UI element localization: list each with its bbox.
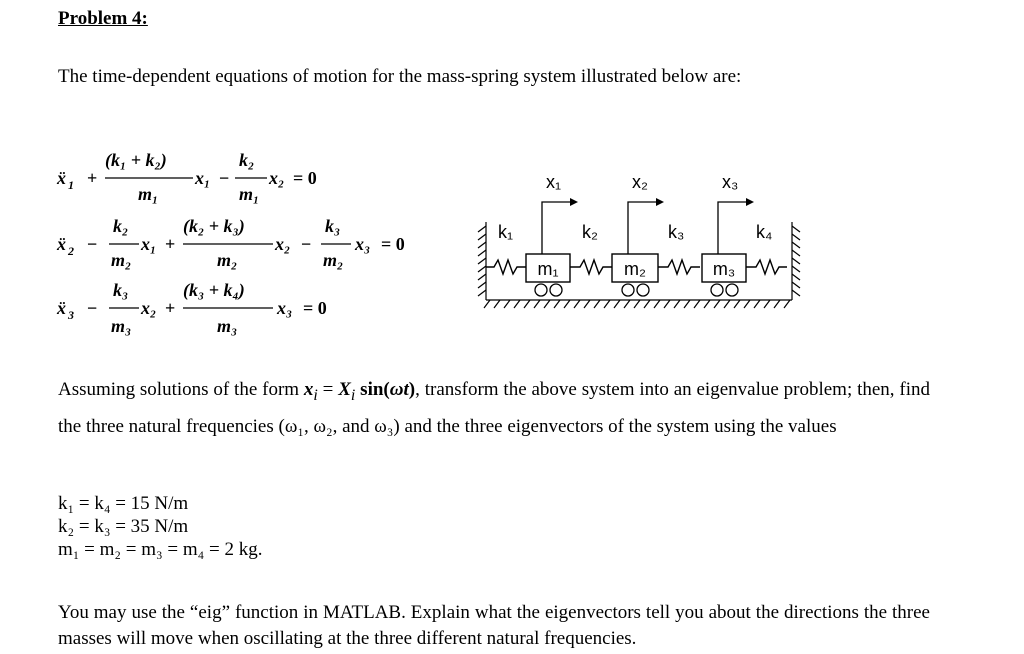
- wheel-m2-b: [637, 284, 649, 296]
- eq3-x1: x₂: [141, 298, 157, 318]
- wheel-m3-a: [711, 284, 723, 296]
- displacement-x3-label: x₃: [722, 172, 739, 192]
- wheel-m1-a: [535, 284, 547, 296]
- eq1-plus: +: [87, 168, 98, 188]
- arrowhead-x2: [656, 198, 664, 206]
- arrow-x1: [542, 202, 570, 254]
- arrow-x3: [718, 202, 746, 254]
- spring-k3-label: k₃: [668, 222, 685, 242]
- eq1-rhs: = 0: [293, 168, 317, 188]
- spring-k4: [746, 260, 787, 274]
- displacement-x2-label: x₂: [632, 172, 648, 192]
- intro-text: The time-dependent equations of motion for the mass-spring system illustrated below are:: [58, 66, 742, 87]
- equation-3: [56, 280, 327, 336]
- wheel-m1-b: [550, 284, 562, 296]
- eq3-xddot: ẍ: [57, 298, 66, 318]
- eq2-minus1: −: [87, 234, 98, 254]
- diagram-svg: [470, 160, 810, 330]
- eq2-den2: m₂: [217, 250, 238, 270]
- mass-spring-diagram: [470, 160, 810, 330]
- spring-k2: [570, 260, 612, 274]
- spring-k2-label: k₂: [582, 222, 598, 242]
- eq2-rhs: = 0: [381, 234, 405, 254]
- spring-k4-label: k₄: [756, 222, 773, 242]
- arrowhead-x3: [746, 198, 754, 206]
- mass-m2-label: m₂: [624, 259, 646, 279]
- eq2-x3: x₃: [355, 234, 371, 254]
- value-line-masses: m₁ = m₂ = m₃ = m₄ = 2 kg.: [58, 539, 263, 560]
- wheel-m3-b: [726, 284, 738, 296]
- eq2-xddot: ẍ: [57, 234, 66, 254]
- equation-2: [56, 216, 405, 270]
- closing-paragraph: You may use the “eig” function in MATLAB. Explain what the eigenvectors tell you about the directions the three masses will move when oscillating at the three different natural frequencies.: [58, 602, 930, 649]
- eq2-minus2: −: [301, 234, 312, 254]
- solution-formula: $x_i = X_i$ sin(ωt): [303, 379, 416, 404]
- eq2-x2: x₂: [275, 234, 291, 254]
- ground: [484, 300, 792, 308]
- eq1-num1: (k₁ + k₂): [105, 150, 167, 170]
- eq2-den3: m₂: [323, 250, 344, 270]
- paragraph-text-2: , transform the above system into an eigenvalue problem; then, find the three natural frequencies (ω₁, ω₂, and ω₃) and the three eigenvectors of the system using the values: [58, 379, 931, 437]
- spring-k1: [486, 260, 526, 274]
- wheel-m2-a: [622, 284, 634, 296]
- eq3-rhs: = 0: [303, 298, 327, 318]
- eq3-minus1: −: [87, 298, 98, 318]
- mass-m1-label: m₁: [537, 259, 559, 279]
- eq1-minus: −: [219, 168, 230, 188]
- displacement-x1-label: x₁: [546, 172, 562, 192]
- eq3-num1: k₃: [113, 280, 129, 300]
- eq2-den1: m₂: [111, 250, 132, 270]
- value-line-springs-2: k₂ = k₃ = 35 N/m: [58, 516, 189, 537]
- eq1-sub: 1: [68, 178, 74, 192]
- paragraph-text-1: Assuming solutions of the form: [58, 379, 304, 400]
- eq1-x2: x₂: [269, 168, 285, 188]
- eq1-num2: k₂: [239, 150, 255, 170]
- eq2-num3: k₃: [325, 216, 341, 236]
- eq2-plus: +: [165, 234, 176, 254]
- right-wall: [792, 222, 800, 300]
- eq1-xddot: ẍ: [57, 168, 66, 188]
- arrowhead-x1: [570, 198, 578, 206]
- eq3-den1: m₃: [111, 316, 132, 336]
- eq2-sub: 2: [68, 244, 74, 258]
- eq3-den2: m₃: [217, 316, 238, 336]
- equations-block: [55, 138, 435, 348]
- eq1-x1: x₁: [195, 168, 211, 188]
- problem-paragraph: [58, 374, 930, 442]
- eq1-den1: m₁: [138, 184, 159, 204]
- eq2-num1: k₂: [113, 216, 129, 236]
- given-values: [58, 492, 262, 561]
- equation-1: [56, 150, 317, 204]
- eq3-sub: 3: [68, 308, 74, 322]
- eq3-x2: x₃: [277, 298, 293, 318]
- eq2-num2: (k₂ + k₃): [183, 216, 245, 236]
- eq2-x1: x₁: [141, 234, 157, 254]
- value-line-springs-1: k₁ = k₄ = 15 N/m: [58, 493, 189, 514]
- spring-k3: [658, 260, 700, 274]
- equations-svg: [55, 138, 435, 348]
- left-wall: [478, 222, 486, 300]
- mass-m3-label: m₃: [712, 259, 736, 279]
- problem-title: Problem 4:: [58, 8, 148, 29]
- spring-k1-label: k₁: [498, 222, 514, 242]
- eq3-num2: (k₃ + k₄): [183, 280, 245, 300]
- eq1-den2: m₁: [239, 184, 260, 204]
- arrow-x2: [628, 202, 656, 254]
- eq3-plus: +: [165, 298, 176, 318]
